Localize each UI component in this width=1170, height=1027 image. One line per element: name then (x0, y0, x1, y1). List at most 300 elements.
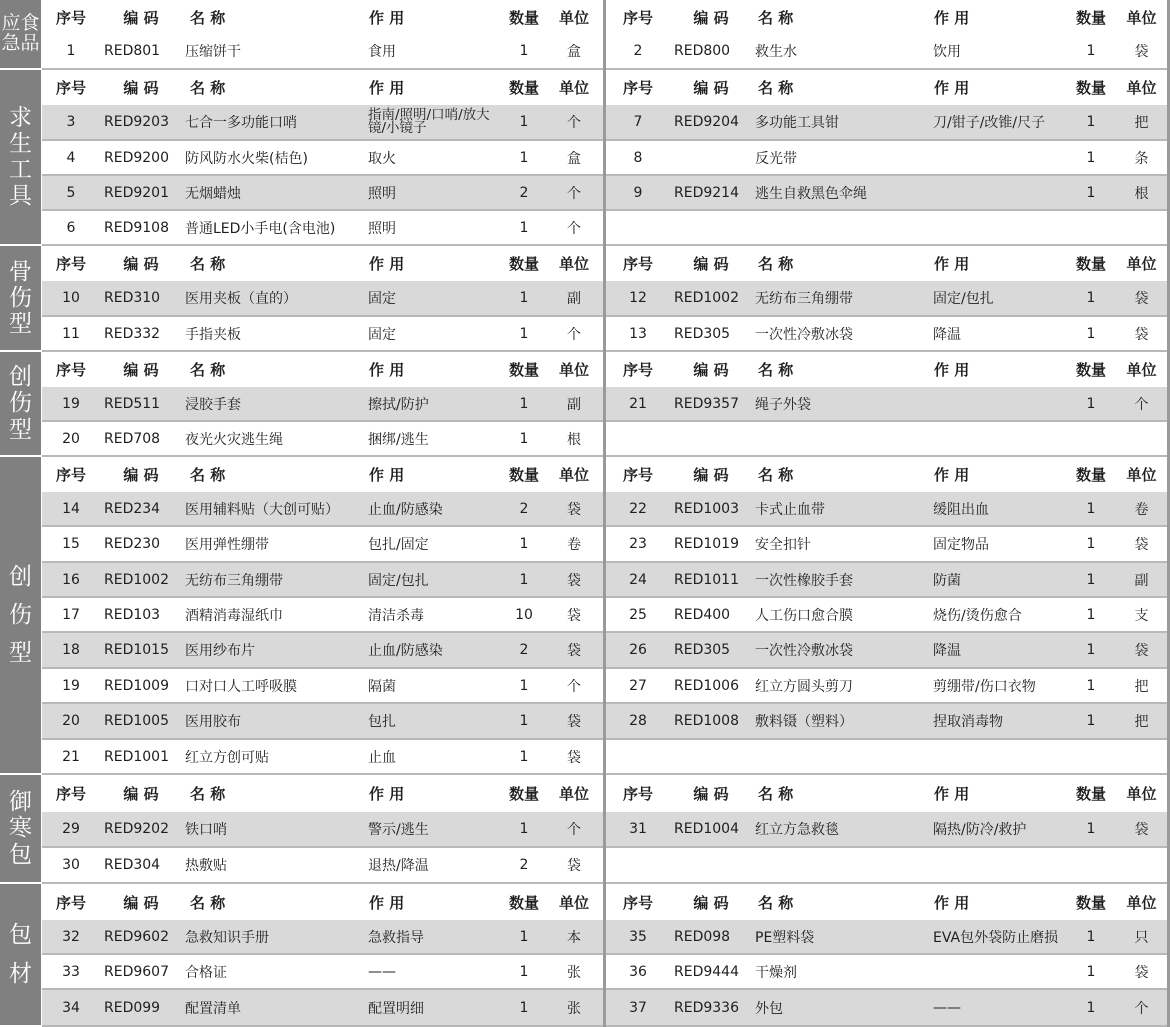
cell-unit: 个 (1134, 1000, 1149, 1017)
left-item-row (42, 598, 603, 633)
cell-use: 清洁杀毒 (368, 607, 424, 624)
cell-code: RED304 (104, 857, 161, 873)
header-use: 作 用 (369, 361, 405, 379)
category-char: 骨 (9, 258, 32, 285)
cell-use (928, 176, 1071, 209)
cell-use: 照明 (368, 185, 396, 202)
cell-qty: 1 (519, 536, 529, 552)
cell-use: 配置明细 (368, 1000, 424, 1017)
cell-code: RED9336 (674, 999, 739, 1016)
cell-unit: 支 (1134, 607, 1149, 624)
right-item-row (606, 527, 1167, 563)
cell-code: RED1003 (674, 500, 739, 517)
cell-unit: 盒 (567, 44, 581, 60)
cell-code: RED9357 (674, 395, 739, 412)
left-header-row (42, 884, 603, 920)
cell-qty: 1 (519, 713, 529, 729)
cell-unit: 个 (567, 822, 581, 838)
header-seq: 序号 (55, 8, 86, 27)
cell-qty: 1 (519, 963, 529, 980)
cell-seq: 12 (629, 290, 647, 306)
header-code: 编 码 (123, 893, 159, 912)
left-item-row (42, 281, 603, 317)
cell-qty: 1 (1086, 821, 1096, 837)
cell-unit: 袋 (1134, 326, 1149, 343)
header-qty: 数量 (508, 466, 539, 484)
category-char: 工 (9, 157, 32, 183)
right-item-row (606, 211, 1167, 246)
header-seq: 序号 (622, 466, 653, 484)
cell-name: 酒精消毒湿纸巾 (185, 607, 283, 624)
cell-name: 一次性冷敷冰袋 (755, 643, 853, 659)
cell-code: RED9602 (104, 928, 169, 945)
header-unit: 单位 (1126, 8, 1157, 27)
cell-qty: 1 (1086, 642, 1096, 658)
right-item-row (606, 563, 1167, 598)
cell-qty: 1 (519, 677, 529, 694)
cell-unit: 副 (567, 396, 581, 413)
cell-qty: 1 (519, 821, 529, 837)
cell-code: RED9214 (674, 184, 739, 201)
cell-unit: 袋 (1134, 643, 1149, 659)
cell-code: RED098 (674, 928, 731, 945)
cell-seq: 7 (633, 114, 643, 130)
cell-code: RED230 (104, 536, 161, 552)
cell-code: RED234 (104, 500, 161, 517)
cell-use: 隔热/防冷/救护 (933, 822, 1027, 838)
cell-seq: 19 (62, 395, 80, 412)
cell-seq: 22 (629, 500, 647, 517)
cell-code: RED9201 (104, 184, 169, 201)
cell-seq: 15 (62, 536, 80, 552)
cell-use: 捏取消毒物 (933, 714, 1003, 730)
cell-use: 包扎/固定 (368, 537, 429, 553)
header-name: 名 称 (758, 79, 794, 97)
cell-unit: 只 (1134, 929, 1149, 946)
right-item-row (606, 598, 1167, 633)
header-unit: 单位 (1126, 79, 1157, 97)
header-unit: 单位 (558, 361, 589, 379)
header-code: 编 码 (693, 79, 729, 97)
cell-code (670, 141, 756, 174)
cell-name: 红立方急救毯 (755, 822, 839, 838)
header-qty: 数量 (508, 361, 539, 379)
left-item-row (42, 492, 603, 527)
header-use: 作 用 (934, 893, 970, 912)
left-item-row (42, 563, 603, 598)
cell-qty: 1 (1086, 395, 1096, 412)
header-qty: 数量 (1075, 361, 1106, 379)
right-item-row (606, 848, 1167, 884)
cell-name: 人工伤口愈合膜 (755, 607, 853, 624)
header-qty: 数量 (508, 79, 539, 97)
header-unit: 单位 (558, 8, 589, 27)
category-char: 创 (9, 364, 32, 391)
cell-qty: 1 (1086, 500, 1096, 517)
cell-code: RED9204 (674, 114, 739, 130)
header-code: 编 码 (123, 255, 159, 273)
header-seq: 序号 (622, 893, 653, 912)
cell-qty: 1 (1086, 928, 1096, 945)
cell-use: 止血/防感染 (368, 501, 443, 518)
half-separator (603, 884, 606, 1027)
cell-qty: 1 (519, 430, 529, 447)
header-name: 名 称 (758, 893, 794, 912)
right-item-row (606, 812, 1167, 848)
cell-name: 干燥剂 (755, 964, 797, 981)
category-text (9, 104, 32, 211)
cell-seq: 4 (66, 149, 76, 166)
cell-use: —— (933, 999, 961, 1016)
cell-seq: 33 (62, 963, 80, 980)
header-unit: 单位 (1126, 893, 1157, 912)
cell-qty: 1 (1086, 571, 1096, 588)
cell-seq: 21 (62, 748, 80, 765)
cell-code: RED1005 (104, 713, 169, 729)
cell-code: RED9607 (104, 963, 169, 980)
right-item-row (606, 669, 1167, 704)
cell-qty: 1 (1086, 536, 1096, 552)
cell-use: 止血 (368, 749, 396, 766)
cell-name: 手指夹板 (185, 326, 241, 343)
cell-use: 固定 (368, 326, 396, 343)
cell-seq: 6 (66, 219, 76, 236)
cell-unit: 根 (567, 431, 581, 448)
cell-use: 包扎 (368, 714, 396, 730)
cell-unit: 袋 (1134, 44, 1149, 60)
cell-name: 无纺布三角绷带 (755, 291, 853, 307)
category-char: 包 (9, 922, 32, 949)
cell-qty: 1 (519, 928, 529, 945)
header-qty: 数量 (1075, 255, 1106, 273)
cell-unit: 把 (1134, 714, 1149, 730)
cell-seq: 26 (629, 642, 647, 658)
cell-unit: 副 (567, 291, 581, 307)
cell-code: RED9444 (674, 963, 739, 980)
cell-qty: 2 (519, 500, 529, 517)
cell-use (928, 955, 1071, 988)
cell-name: 多功能工具钳 (755, 115, 839, 131)
cell-seq: 20 (62, 713, 80, 729)
header-name: 名 称 (758, 466, 794, 484)
cell-qty: 1 (519, 748, 529, 765)
header-unit: 单位 (558, 79, 589, 97)
cell-unit: 张 (567, 964, 581, 981)
cell-unit: 个 (567, 326, 581, 343)
header-seq: 序号 (55, 255, 86, 273)
cell-qty: 1 (519, 325, 529, 342)
cell-seq: 18 (62, 642, 80, 658)
cell-qty: 1 (1086, 677, 1096, 694)
cell-seq: 37 (629, 999, 647, 1016)
category-label (0, 70, 41, 244)
right-item-row (606, 704, 1167, 740)
cell-seq: 14 (62, 500, 80, 517)
header-use: 作 用 (369, 79, 405, 97)
half-separator (603, 775, 606, 884)
cell-seq: 35 (629, 928, 647, 945)
cell-use: 防菌 (933, 572, 961, 589)
cell-unit: 袋 (567, 643, 581, 659)
header-unit: 单位 (558, 466, 589, 484)
cell-code: RED800 (674, 43, 731, 59)
cell-use: 剪绷带/伤口衣物 (933, 678, 1036, 695)
cell-unit: 个 (567, 678, 581, 695)
header-seq: 序号 (622, 79, 653, 97)
cell-name: 急救知识手册 (185, 929, 269, 946)
header-code: 编 码 (123, 785, 159, 803)
cell-use: 烧伤/烫伤愈合 (933, 607, 1022, 624)
header-code: 编 码 (693, 361, 729, 379)
cell-name: 一次性橡胶手套 (755, 572, 853, 589)
cell-code: RED1004 (674, 821, 739, 837)
header-use: 作 用 (934, 8, 970, 27)
left-item-row (42, 105, 603, 141)
cell-code: RED9200 (104, 149, 169, 166)
category-char: 型 (9, 416, 32, 443)
right-item-row (606, 740, 1167, 775)
header-seq: 序号 (622, 8, 653, 27)
right-header-row (606, 352, 1167, 387)
header-use: 作 用 (369, 8, 405, 27)
cell-name: 红立方圆头剪刀 (755, 678, 853, 695)
cell-name: 医用胶布 (185, 714, 241, 730)
cell-name: 安全扣针 (755, 537, 811, 553)
cell-code: RED511 (104, 395, 161, 412)
cell-use: 固定/包扎 (368, 572, 429, 589)
cell-unit: 个 (567, 115, 581, 131)
cell-unit: 根 (1134, 185, 1149, 202)
header-unit: 单位 (558, 785, 589, 803)
category-char: 型 (9, 311, 32, 338)
header-unit: 单位 (1126, 255, 1157, 273)
cell-use: 降温 (933, 326, 961, 343)
cell-use: 固定 (368, 291, 396, 307)
cell-seq: 31 (629, 821, 647, 837)
header-unit: 单位 (1126, 466, 1157, 484)
category-text (1, 14, 39, 54)
category-label (0, 352, 41, 455)
cell-use: 退热/降温 (368, 858, 429, 874)
cell-code: RED1002 (104, 571, 169, 588)
right-item-row (606, 34, 1167, 70)
left-item-row (42, 211, 603, 246)
cell-unit: 袋 (1134, 964, 1149, 981)
cell-qty: 2 (519, 857, 529, 873)
header-code: 编 码 (693, 8, 729, 27)
left-header-row (42, 457, 603, 492)
cell-seq: 13 (629, 325, 647, 342)
header-qty: 数量 (1075, 893, 1106, 912)
header-name: 名 称 (190, 361, 226, 379)
left-header-row (42, 352, 603, 387)
header-seq: 序号 (55, 361, 86, 379)
cell-code: RED1006 (674, 677, 739, 694)
header-qty: 数量 (508, 785, 539, 803)
cell-code: RED099 (104, 999, 161, 1016)
right-item-row (606, 105, 1167, 141)
cell-use: 降温 (933, 643, 961, 659)
header-qty: 数量 (1075, 79, 1106, 97)
header-code: 编 码 (693, 255, 729, 273)
cell-use (928, 141, 1071, 174)
right-item-row (606, 422, 1167, 457)
left-item-row (42, 955, 603, 990)
cell-name: 医用纱布片 (185, 643, 255, 659)
cell-use: 止血/防感染 (368, 643, 443, 659)
cell-use: 警示/逃生 (368, 822, 429, 838)
category-char: 御 (9, 789, 32, 816)
cell-unit: 条 (1134, 150, 1149, 167)
cell-unit: 把 (1134, 115, 1149, 131)
cell-unit: 把 (1134, 678, 1149, 695)
right-header-row (606, 884, 1167, 920)
right-item-row (606, 990, 1167, 1027)
cell-unit: 卷 (567, 537, 581, 553)
header-name: 名 称 (190, 785, 226, 803)
header-code: 编 码 (693, 466, 729, 484)
category-char: 材 (9, 960, 32, 987)
cell-seq: 27 (629, 677, 647, 694)
cell-use: EVA包外袋防止磨损 (933, 929, 1059, 946)
header-use: 作 用 (934, 255, 970, 273)
header-name: 名 称 (190, 893, 226, 912)
header-name: 名 称 (190, 255, 226, 273)
cell-code: RED9108 (104, 219, 169, 236)
cell-name: 外包 (755, 1000, 783, 1017)
cell-use: 照明 (368, 220, 396, 237)
cell-qty: 1 (1086, 43, 1096, 59)
category-text (9, 909, 32, 999)
cell-qty: 1 (1086, 713, 1096, 729)
cell-name: 热敷贴 (185, 858, 227, 874)
left-item-row (42, 141, 603, 176)
left-item-row (42, 704, 603, 740)
cell-seq: 23 (629, 536, 647, 552)
cell-name: 配置清单 (185, 1000, 241, 1017)
cell-use: 固定/包扎 (933, 291, 994, 307)
cell-use: 饮用 (933, 44, 961, 60)
cell-use: 隔菌 (368, 678, 396, 695)
left-item-row (42, 920, 603, 955)
header-unit: 单位 (558, 255, 589, 273)
left-header-row (42, 246, 603, 281)
cell-unit: 个 (567, 185, 581, 202)
header-use: 作 用 (369, 893, 405, 912)
cell-unit: 张 (567, 1000, 581, 1017)
right-item-row (606, 633, 1167, 669)
cell-code: RED1019 (674, 536, 739, 552)
category-char: 急品 (1, 32, 40, 54)
header-name: 名 称 (190, 466, 226, 484)
header-seq: 序号 (55, 79, 86, 97)
header-code: 编 码 (123, 361, 159, 379)
cell-seq: 11 (62, 325, 80, 342)
cell-code: RED305 (674, 642, 731, 658)
half-separator (603, 457, 606, 775)
cell-code: RED9203 (104, 114, 169, 130)
header-seq: 序号 (622, 255, 653, 273)
cell-use: 擦拭/防护 (368, 396, 429, 413)
header-code: 编 码 (123, 79, 159, 97)
header-seq: 序号 (55, 785, 86, 803)
cell-unit: 卷 (1134, 501, 1149, 518)
cell-unit: 本 (567, 929, 581, 946)
cell-qty: 10 (515, 606, 533, 623)
cell-name: 浸胶手套 (185, 396, 241, 413)
cell-unit: 袋 (1134, 291, 1149, 307)
half-separator (603, 352, 606, 457)
left-item-row (42, 740, 603, 775)
cell-name: 反光带 (755, 150, 797, 167)
cell-code: RED400 (674, 606, 731, 623)
category-label (0, 775, 41, 882)
cell-seq: 24 (629, 571, 647, 588)
header-use: 作 用 (934, 466, 970, 484)
cell-seq: 5 (66, 184, 76, 201)
left-header-row (42, 0, 603, 34)
cell-code: RED310 (104, 290, 161, 306)
cell-unit: 盒 (567, 150, 581, 167)
cell-name: 口对口人工呼吸膜 (185, 678, 297, 695)
cell-name: 卡式止血带 (755, 501, 825, 518)
right-item-row (606, 141, 1167, 176)
cell-seq: 17 (62, 606, 80, 623)
category-char: 求 (9, 104, 32, 131)
category-char: 伤 (9, 284, 32, 311)
cell-qty: 1 (1086, 606, 1096, 623)
header-qty: 数量 (508, 893, 539, 912)
cell-code: RED305 (674, 325, 731, 342)
right-header-row (606, 457, 1167, 492)
category-label (0, 457, 41, 773)
cell-code: RED1009 (104, 677, 169, 694)
cell-name: 敷料镊（塑料） (755, 714, 853, 730)
category-text (9, 258, 32, 338)
category-text (9, 551, 32, 679)
cell-qty: 1 (519, 290, 529, 306)
right-item-row (606, 387, 1167, 422)
cell-seq: 30 (62, 857, 80, 873)
header-seq: 序号 (622, 361, 653, 379)
right-item-row (606, 281, 1167, 317)
cell-seq: 28 (629, 713, 647, 729)
cell-name: 医用弹性绷带 (185, 537, 269, 553)
cell-qty: 1 (519, 395, 529, 412)
cell-use: 缓阻出血 (933, 501, 989, 518)
header-qty: 数量 (1075, 466, 1106, 484)
header-name: 名 称 (758, 255, 794, 273)
cell-use: 捆绑/逃生 (368, 431, 429, 448)
header-code: 编 码 (123, 8, 159, 27)
cell-code: RED1002 (674, 290, 739, 306)
left-item-row (42, 848, 603, 884)
cell-seq: 1 (66, 43, 76, 59)
cell-unit: 袋 (567, 501, 581, 518)
half-separator (603, 246, 606, 352)
header-unit: 单位 (1126, 785, 1157, 803)
cell-name: 医用辅料贴（大创可贴） (185, 501, 339, 518)
cell-name: 合格证 (185, 964, 227, 981)
cell-name: 绳子外袋 (755, 396, 811, 413)
right-header-row (606, 70, 1167, 105)
header-name: 名 称 (758, 785, 794, 803)
cell-seq: 32 (62, 928, 80, 945)
cell-seq: 19 (62, 677, 80, 694)
cell-unit: 袋 (567, 607, 581, 624)
cell-qty: 2 (519, 184, 529, 201)
header-use: 作 用 (934, 79, 970, 97)
